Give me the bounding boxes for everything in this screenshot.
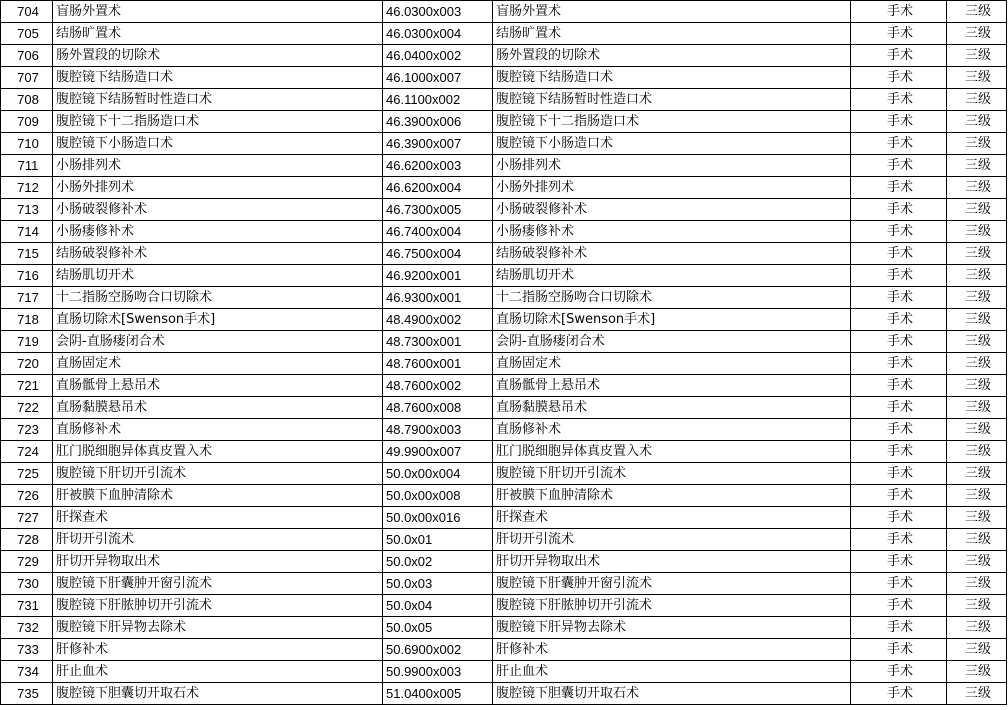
procedure-type-cell: 手术	[851, 507, 947, 529]
procedure-type-cell: 手术	[851, 1, 947, 23]
procedure-code-cell: 46.3900x007	[383, 133, 493, 155]
procedure-code-cell: 46.6200x003	[383, 155, 493, 177]
procedure-name-repeat-cell: 小肠排列术	[493, 155, 851, 177]
procedure-type-cell: 手术	[851, 353, 947, 375]
procedure-name-cell: 会阴-直肠瘘闭合术	[53, 331, 383, 353]
procedure-name-cell: 直肠黏膜悬吊术	[53, 397, 383, 419]
procedure-type-cell: 手术	[851, 529, 947, 551]
procedure-level-cell: 三级	[947, 309, 1007, 331]
procedure-type-cell: 手术	[851, 111, 947, 133]
row-number-cell: 729	[1, 551, 53, 573]
procedure-name-cell: 肝切开异物取出术	[53, 551, 383, 573]
procedure-name-cell: 肝切开引流术	[53, 529, 383, 551]
procedure-name-repeat-cell: 肝被膜下血肿清除术	[493, 485, 851, 507]
procedure-level-cell: 三级	[947, 67, 1007, 89]
table-row	[1, 419, 1007, 441]
procedure-level-cell: 三级	[947, 683, 1007, 705]
row-number-cell: 718	[1, 309, 53, 331]
row-number-cell: 704	[1, 1, 53, 23]
procedure-level-cell: 三级	[947, 397, 1007, 419]
procedure-name-repeat-cell: 小肠外排列术	[493, 177, 851, 199]
table-row	[1, 1, 1007, 23]
procedure-level-cell: 三级	[947, 1, 1007, 23]
procedure-level-cell: 三级	[947, 265, 1007, 287]
row-number-cell: 732	[1, 617, 53, 639]
procedure-code-cell: 50.0x00x004	[383, 463, 493, 485]
procedure-name-repeat-cell: 腹腔镜下肝切开引流术	[493, 463, 851, 485]
row-number-cell: 723	[1, 419, 53, 441]
procedure-type-cell: 手术	[851, 397, 947, 419]
procedure-level-cell: 三级	[947, 177, 1007, 199]
procedure-name-cell: 直肠修补术	[53, 419, 383, 441]
row-number-cell: 733	[1, 639, 53, 661]
procedure-name-cell: 小肠破裂修补术	[53, 199, 383, 221]
table-row	[1, 617, 1007, 639]
procedure-name-cell: 十二指肠空肠吻合口切除术	[53, 287, 383, 309]
procedure-name-repeat-cell: 肝止血术	[493, 661, 851, 683]
procedure-name-repeat-cell: 腹腔镜下胆囊切开取石术	[493, 683, 851, 705]
procedure-type-cell: 手术	[851, 485, 947, 507]
row-number-cell: 727	[1, 507, 53, 529]
table-row	[1, 683, 1007, 705]
procedure-type-cell: 手术	[851, 617, 947, 639]
table-row	[1, 243, 1007, 265]
procedure-level-cell: 三级	[947, 375, 1007, 397]
procedure-name-cell: 腹腔镜下小肠造口术	[53, 133, 383, 155]
procedure-name-cell: 肛门脱细胞异体真皮置入术	[53, 441, 383, 463]
table-row	[1, 595, 1007, 617]
procedure-type-cell: 手术	[851, 375, 947, 397]
row-number-cell: 722	[1, 397, 53, 419]
procedure-name-repeat-cell: 小肠破裂修补术	[493, 199, 851, 221]
procedure-code-cell: 48.4900x002	[383, 309, 493, 331]
procedure-name-repeat-cell: 腹腔镜下肝异物去除术	[493, 617, 851, 639]
procedure-name-repeat-cell: 肝探查术	[493, 507, 851, 529]
procedure-name-cell: 肝修补术	[53, 639, 383, 661]
procedure-name-repeat-cell: 结肠肌切开术	[493, 265, 851, 287]
row-number-cell: 735	[1, 683, 53, 705]
procedure-type-cell: 手术	[851, 67, 947, 89]
procedure-name-repeat-cell: 肛门脱细胞异体真皮置入术	[493, 441, 851, 463]
row-number-cell: 706	[1, 45, 53, 67]
procedure-name-repeat-cell: 腹腔镜下肝脓肿切开引流术	[493, 595, 851, 617]
procedure-name-cell: 直肠切除术[Swenson手术]	[53, 309, 383, 331]
procedure-name-repeat-cell: 腹腔镜下小肠造口术	[493, 133, 851, 155]
table-row	[1, 309, 1007, 331]
procedure-code-cell: 50.0x04	[383, 595, 493, 617]
procedure-type-cell: 手术	[851, 23, 947, 45]
row-number-cell: 717	[1, 287, 53, 309]
row-number-cell: 726	[1, 485, 53, 507]
procedure-code-cell: 50.0x05	[383, 617, 493, 639]
procedure-name-cell: 结肠破裂修补术	[53, 243, 383, 265]
table-row	[1, 551, 1007, 573]
procedure-type-cell: 手术	[851, 683, 947, 705]
procedure-code-cell: 50.0x00x016	[383, 507, 493, 529]
table-row	[1, 177, 1007, 199]
procedure-code-cell: 50.0x03	[383, 573, 493, 595]
procedure-name-repeat-cell: 腹腔镜下肝囊肿开窗引流术	[493, 573, 851, 595]
row-number-cell: 719	[1, 331, 53, 353]
procedure-name-repeat-cell: 直肠修补术	[493, 419, 851, 441]
table-row	[1, 397, 1007, 419]
procedure-name-repeat-cell: 腹腔镜下十二指肠造口术	[493, 111, 851, 133]
procedure-level-cell: 三级	[947, 199, 1007, 221]
procedure-level-cell: 三级	[947, 133, 1007, 155]
procedure-type-cell: 手术	[851, 331, 947, 353]
procedure-code-cell: 49.9900x007	[383, 441, 493, 463]
procedure-type-cell: 手术	[851, 661, 947, 683]
procedure-code-cell: 48.7600x008	[383, 397, 493, 419]
table-row	[1, 507, 1007, 529]
procedure-code-cell: 46.3900x006	[383, 111, 493, 133]
procedure-type-cell: 手术	[851, 639, 947, 661]
procedure-name-repeat-cell: 结肠破裂修补术	[493, 243, 851, 265]
procedure-name-cell: 肝探查术	[53, 507, 383, 529]
procedure-level-cell: 三级	[947, 331, 1007, 353]
table-row	[1, 89, 1007, 111]
procedure-name-cell: 小肠外排列术	[53, 177, 383, 199]
procedure-code-cell: 46.9300x001	[383, 287, 493, 309]
procedure-name-repeat-cell: 直肠黏膜悬吊术	[493, 397, 851, 419]
procedure-name-repeat-cell: 腹腔镜下结肠造口术	[493, 67, 851, 89]
procedure-code-cell: 48.7600x001	[383, 353, 493, 375]
procedure-level-cell: 三级	[947, 595, 1007, 617]
procedure-name-cell: 腹腔镜下十二指肠造口术	[53, 111, 383, 133]
procedure-name-cell: 直肠骶骨上悬吊术	[53, 375, 383, 397]
row-number-cell: 709	[1, 111, 53, 133]
table-row	[1, 485, 1007, 507]
table-row	[1, 661, 1007, 683]
procedure-type-cell: 手术	[851, 573, 947, 595]
procedure-name-repeat-cell: 肠外置段的切除术	[493, 45, 851, 67]
row-number-cell: 711	[1, 155, 53, 177]
procedure-level-cell: 三级	[947, 485, 1007, 507]
procedure-name-cell: 结肠旷置术	[53, 23, 383, 45]
procedure-type-cell: 手术	[851, 463, 947, 485]
procedure-name-repeat-cell: 直肠骶骨上悬吊术	[493, 375, 851, 397]
procedure-code-cell: 46.0300x003	[383, 1, 493, 23]
procedure-type-cell: 手术	[851, 133, 947, 155]
table-row	[1, 287, 1007, 309]
procedure-name-cell: 肝被膜下血肿清除术	[53, 485, 383, 507]
procedure-name-cell: 腹腔镜下肝脓肿切开引流术	[53, 595, 383, 617]
procedure-level-cell: 三级	[947, 551, 1007, 573]
table-row	[1, 375, 1007, 397]
procedure-code-cell: 46.7300x005	[383, 199, 493, 221]
procedure-name-cell: 腹腔镜下胆囊切开取石术	[53, 683, 383, 705]
row-number-cell: 708	[1, 89, 53, 111]
procedure-code-cell: 46.0400x002	[383, 45, 493, 67]
table-body	[1, 1, 1007, 705]
table-row	[1, 353, 1007, 375]
table-row	[1, 639, 1007, 661]
procedure-level-cell: 三级	[947, 23, 1007, 45]
row-number-cell: 714	[1, 221, 53, 243]
table-row	[1, 133, 1007, 155]
procedure-type-cell: 手术	[851, 45, 947, 67]
procedure-level-cell: 三级	[947, 287, 1007, 309]
procedure-level-cell: 三级	[947, 507, 1007, 529]
procedure-code-cell: 46.7400x004	[383, 221, 493, 243]
procedure-level-cell: 三级	[947, 617, 1007, 639]
table-row	[1, 573, 1007, 595]
procedure-name-cell: 腹腔镜下肝囊肿开窗引流术	[53, 573, 383, 595]
procedure-code-cell: 50.0x02	[383, 551, 493, 573]
procedure-name-cell: 肝止血术	[53, 661, 383, 683]
procedure-code-cell: 46.0300x004	[383, 23, 493, 45]
procedure-name-repeat-cell: 结肠旷置术	[493, 23, 851, 45]
procedure-level-cell: 三级	[947, 419, 1007, 441]
procedure-name-cell: 小肠排列术	[53, 155, 383, 177]
procedure-code-cell: 48.7300x001	[383, 331, 493, 353]
procedure-name-repeat-cell: 盲肠外置术	[493, 1, 851, 23]
row-number-cell: 734	[1, 661, 53, 683]
procedure-type-cell: 手术	[851, 595, 947, 617]
procedure-name-cell: 肠外置段的切除术	[53, 45, 383, 67]
table-row	[1, 155, 1007, 177]
procedure-name-cell: 腹腔镜下肝切开引流术	[53, 463, 383, 485]
procedure-code-cell: 46.7500x004	[383, 243, 493, 265]
procedure-type-cell: 手术	[851, 221, 947, 243]
procedure-name-repeat-cell: 直肠切除术[Swenson手术]	[493, 309, 851, 331]
procedure-type-cell: 手术	[851, 199, 947, 221]
row-number-cell: 712	[1, 177, 53, 199]
procedure-name-cell: 腹腔镜下结肠造口术	[53, 67, 383, 89]
procedure-code-cell: 50.0x00x008	[383, 485, 493, 507]
procedure-code-cell: 48.7600x002	[383, 375, 493, 397]
procedure-name-repeat-cell: 直肠固定术	[493, 353, 851, 375]
table-row	[1, 67, 1007, 89]
row-number-cell: 720	[1, 353, 53, 375]
procedure-type-cell: 手术	[851, 155, 947, 177]
procedure-name-repeat-cell: 小肠瘘修补术	[493, 221, 851, 243]
table-row	[1, 441, 1007, 463]
row-number-cell: 728	[1, 529, 53, 551]
procedure-type-cell: 手术	[851, 89, 947, 111]
row-number-cell: 707	[1, 67, 53, 89]
procedure-level-cell: 三级	[947, 155, 1007, 177]
procedure-type-cell: 手术	[851, 441, 947, 463]
procedure-name-cell: 小肠瘘修补术	[53, 221, 383, 243]
procedure-level-cell: 三级	[947, 661, 1007, 683]
row-number-cell: 721	[1, 375, 53, 397]
row-number-cell: 713	[1, 199, 53, 221]
procedure-level-cell: 三级	[947, 45, 1007, 67]
procedure-level-cell: 三级	[947, 573, 1007, 595]
procedure-name-cell: 盲肠外置术	[53, 1, 383, 23]
table-row	[1, 221, 1007, 243]
procedure-name-cell: 结肠肌切开术	[53, 265, 383, 287]
procedure-level-cell: 三级	[947, 221, 1007, 243]
procedure-code-cell: 48.7900x003	[383, 419, 493, 441]
table-row	[1, 23, 1007, 45]
row-number-cell: 725	[1, 463, 53, 485]
row-number-cell: 724	[1, 441, 53, 463]
row-number-cell: 716	[1, 265, 53, 287]
procedure-level-cell: 三级	[947, 529, 1007, 551]
procedure-type-cell: 手术	[851, 265, 947, 287]
procedure-level-cell: 三级	[947, 89, 1007, 111]
procedure-name-repeat-cell: 肝切开异物取出术	[493, 551, 851, 573]
table-row	[1, 199, 1007, 221]
procedure-code-cell: 46.6200x004	[383, 177, 493, 199]
procedure-name-repeat-cell: 肝修补术	[493, 639, 851, 661]
procedure-type-cell: 手术	[851, 177, 947, 199]
procedure-type-cell: 手术	[851, 419, 947, 441]
procedure-name-repeat-cell: 肝切开引流术	[493, 529, 851, 551]
procedure-name-cell: 直肠固定术	[53, 353, 383, 375]
row-number-cell: 715	[1, 243, 53, 265]
procedure-code-cell: 50.0x01	[383, 529, 493, 551]
procedure-type-cell: 手术	[851, 551, 947, 573]
procedure-type-cell: 手术	[851, 243, 947, 265]
procedure-level-cell: 三级	[947, 463, 1007, 485]
procedure-code-cell: 46.1100x002	[383, 89, 493, 111]
procedure-type-cell: 手术	[851, 287, 947, 309]
table-row	[1, 331, 1007, 353]
table-row	[1, 265, 1007, 287]
procedure-level-cell: 三级	[947, 243, 1007, 265]
procedure-level-cell: 三级	[947, 441, 1007, 463]
procedure-level-cell: 三级	[947, 353, 1007, 375]
procedure-code-cell: 51.0400x005	[383, 683, 493, 705]
procedure-name-cell: 腹腔镜下肝异物去除术	[53, 617, 383, 639]
table-row	[1, 45, 1007, 67]
procedure-name-cell: 腹腔镜下结肠暂时性造口术	[53, 89, 383, 111]
procedure-level-cell: 三级	[947, 639, 1007, 661]
procedure-code-cell: 46.1000x007	[383, 67, 493, 89]
row-number-cell: 705	[1, 23, 53, 45]
procedure-code-cell: 50.6900x002	[383, 639, 493, 661]
procedure-name-repeat-cell: 腹腔镜下结肠暂时性造口术	[493, 89, 851, 111]
table-row	[1, 111, 1007, 133]
table-row	[1, 529, 1007, 551]
procedure-code-cell: 46.9200x001	[383, 265, 493, 287]
procedure-name-repeat-cell: 十二指肠空肠吻合口切除术	[493, 287, 851, 309]
table-row	[1, 463, 1007, 485]
procedure-code-cell: 50.9900x003	[383, 661, 493, 683]
row-number-cell: 710	[1, 133, 53, 155]
procedure-type-cell: 手术	[851, 309, 947, 331]
procedure-level-cell: 三级	[947, 111, 1007, 133]
row-number-cell: 731	[1, 595, 53, 617]
row-number-cell: 730	[1, 573, 53, 595]
procedure-name-repeat-cell: 会阴-直肠瘘闭合术	[493, 331, 851, 353]
